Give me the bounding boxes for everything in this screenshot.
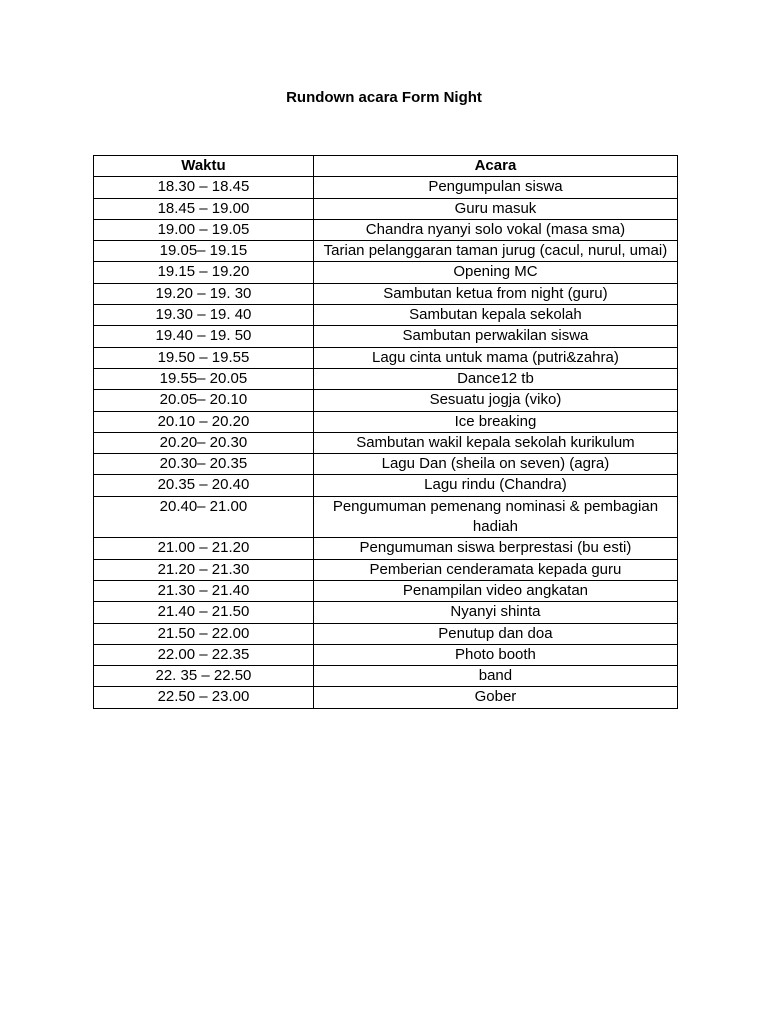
table-row — [94, 454, 678, 475]
cell-waktu: 19.00 – 19.05 — [94, 219, 314, 240]
table-row — [94, 326, 678, 347]
cell-acara: Sesuatu jogja (viko) — [313, 390, 677, 411]
cell-waktu: 18.45 – 19.00 — [94, 198, 314, 219]
table-body — [94, 177, 678, 708]
cell-acara: Sambutan kepala sekolah — [313, 305, 677, 326]
table-row — [94, 538, 678, 559]
cell-acara: Tarian pelanggaran taman jurug (cacul, nurul, umai) — [313, 241, 677, 262]
table-row — [94, 623, 678, 644]
cell-waktu: 20.40– 21.00 — [94, 496, 314, 538]
cell-waktu: 20.10 – 20.20 — [94, 411, 314, 432]
cell-waktu: 20.20– 20.30 — [94, 432, 314, 453]
cell-waktu: 21.50 – 22.00 — [94, 623, 314, 644]
cell-acara: Pengumuman pemenang nominasi & pembagian hadiah — [313, 496, 677, 538]
table-row — [94, 411, 678, 432]
table-row — [94, 198, 678, 219]
cell-acara: Photo booth — [313, 644, 677, 665]
table-row — [94, 305, 678, 326]
header-row — [94, 156, 678, 177]
cell-acara: Lagu Dan (sheila on seven) (agra) — [313, 454, 677, 475]
cell-waktu: 21.30 – 21.40 — [94, 580, 314, 601]
cell-waktu: 22.00 – 22.35 — [94, 644, 314, 665]
cell-acara: Guru masuk — [313, 198, 677, 219]
cell-waktu: 21.40 – 21.50 — [94, 602, 314, 623]
cell-acara: Penutup dan doa — [313, 623, 677, 644]
cell-acara: Sambutan wakil kepala sekolah kurikulum — [313, 432, 677, 453]
cell-acara: Pengumpulan siswa — [313, 177, 677, 198]
table-row — [94, 262, 678, 283]
cell-waktu: 20.30– 20.35 — [94, 454, 314, 475]
table-row — [94, 666, 678, 687]
cell-waktu: 20.05– 20.10 — [94, 390, 314, 411]
table-row — [94, 347, 678, 368]
cell-acara: band — [313, 666, 677, 687]
cell-waktu: 22. 35 – 22.50 — [94, 666, 314, 687]
table-row — [94, 687, 678, 708]
table-row — [94, 368, 678, 389]
table-row — [94, 559, 678, 580]
table-row — [94, 432, 678, 453]
document-title: Rundown acara Form Night — [286, 89, 482, 106]
cell-waktu: 19.50 – 19.55 — [94, 347, 314, 368]
table-row — [94, 241, 678, 262]
cell-waktu: 20.35 – 20.40 — [94, 475, 314, 496]
table-header — [94, 156, 678, 177]
cell-waktu: 19.15 – 19.20 — [94, 262, 314, 283]
cell-acara: Penampilan video angkatan — [313, 580, 677, 601]
table-row — [94, 177, 678, 198]
table-row — [94, 475, 678, 496]
cell-acara: Opening MC — [313, 262, 677, 283]
table-row — [94, 496, 678, 538]
cell-waktu: 19.40 – 19. 50 — [94, 326, 314, 347]
cell-acara: Sambutan perwakilan siswa — [313, 326, 677, 347]
cell-waktu: 19.30 – 19. 40 — [94, 305, 314, 326]
cell-acara: Lagu cinta untuk mama (putri&zahra) — [313, 347, 677, 368]
cell-acara: Gober — [313, 687, 677, 708]
cell-acara: Sambutan ketua from night (guru) — [313, 283, 677, 304]
cell-acara: Ice breaking — [313, 411, 677, 432]
cell-acara: Lagu rindu (Chandra) — [313, 475, 677, 496]
cell-acara: Pengumuman siswa berprestasi (bu esti) — [313, 538, 677, 559]
cell-waktu: 21.20 – 21.30 — [94, 559, 314, 580]
cell-waktu: 19.05– 19.15 — [94, 241, 314, 262]
table-row — [94, 283, 678, 304]
cell-acara: Pemberian cenderamata kepada guru — [313, 559, 677, 580]
cell-waktu: 19.55– 20.05 — [94, 368, 314, 389]
schedule-table — [93, 155, 678, 709]
cell-acara: Chandra nyanyi solo vokal (masa sma) — [313, 219, 677, 240]
cell-waktu: 18.30 – 18.45 — [94, 177, 314, 198]
cell-waktu: 21.00 – 21.20 — [94, 538, 314, 559]
cell-waktu: 19.20 – 19. 30 — [94, 283, 314, 304]
cell-acara: Dance12 tb — [313, 368, 677, 389]
table-row — [94, 390, 678, 411]
cell-acara: Nyanyi shinta — [313, 602, 677, 623]
table-row — [94, 580, 678, 601]
table-row — [94, 219, 678, 240]
header-acara: Acara — [313, 156, 677, 177]
header-waktu: Waktu — [94, 156, 314, 177]
table-row — [94, 644, 678, 665]
table-row — [94, 602, 678, 623]
cell-waktu: 22.50 – 23.00 — [94, 687, 314, 708]
